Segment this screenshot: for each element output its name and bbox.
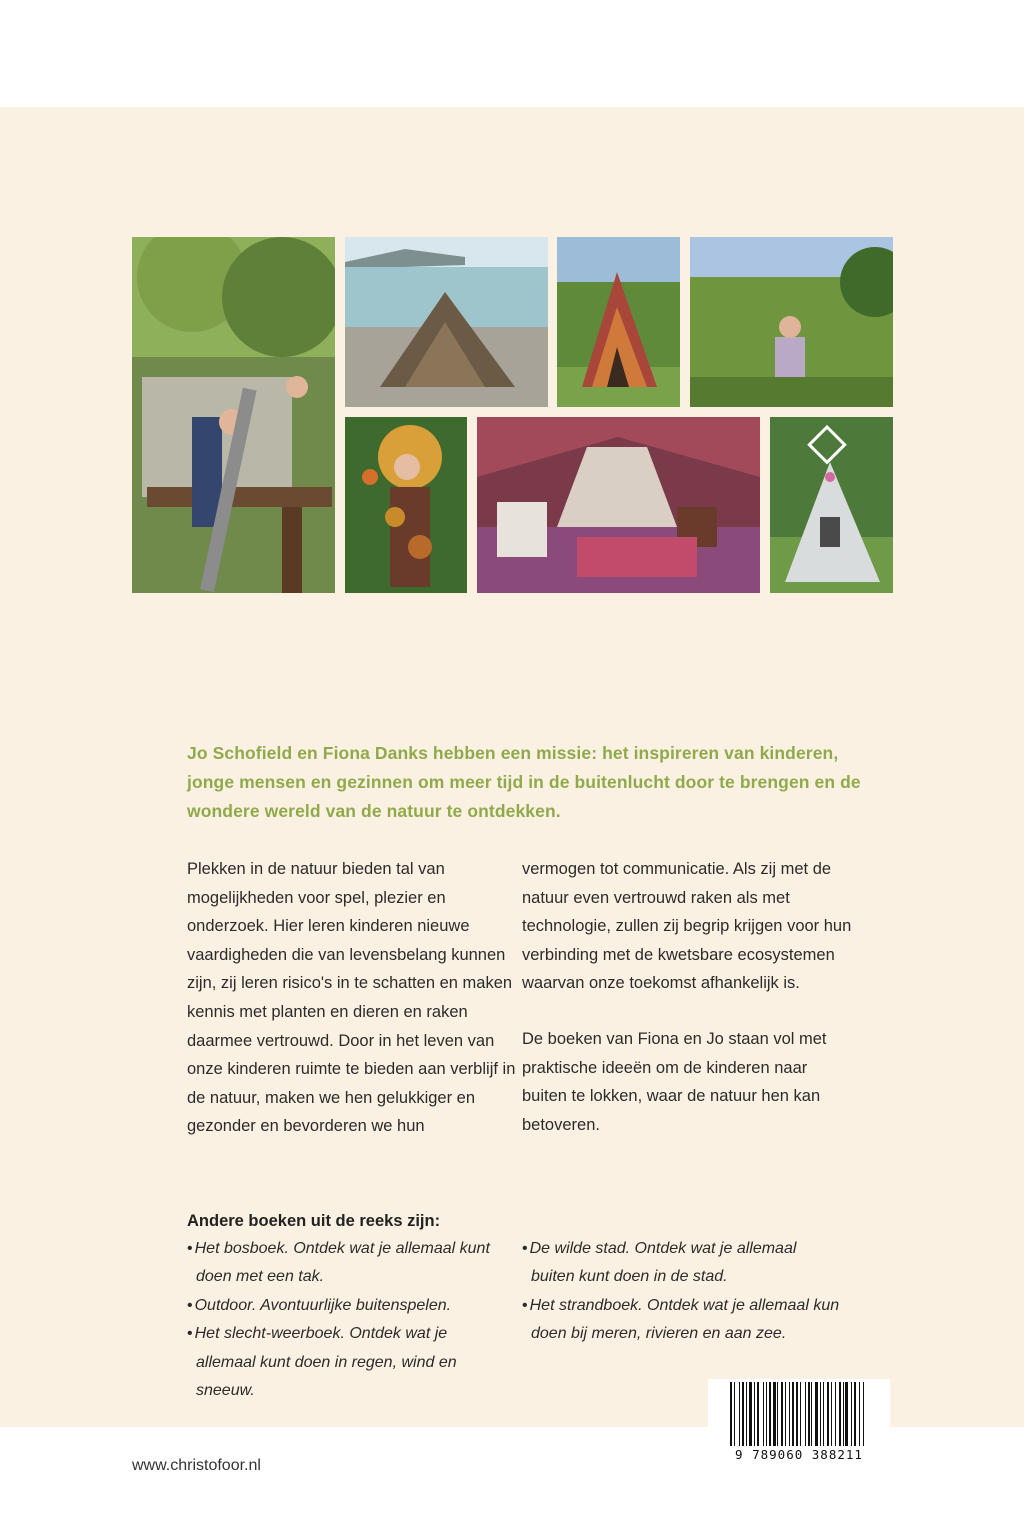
publisher-website: www.christofoor.nl bbox=[132, 1457, 261, 1474]
photo-tent-interior bbox=[477, 417, 760, 593]
body-paragraph: vermogen tot communicatie. Als zij met de natuur even vertrouwd raken als met technologie, zullen zij begrip krijgen voor hun verbinding met de kwetsbare ecosystemen waarvan onze toekomst afhankelijk is. bbox=[522, 860, 852, 993]
list-item: • De wilde stad. Ontdek wat je allemaal buiten kunt doen in de stad. bbox=[522, 1235, 842, 1292]
isbn-digits: 9 789060 388211 bbox=[735, 1447, 863, 1462]
photo-girl-in-grass bbox=[690, 237, 893, 407]
photo-leaf-costume bbox=[345, 417, 467, 593]
book-back-cover bbox=[0, 107, 1024, 1474]
series-list-right bbox=[522, 1235, 842, 1349]
list-item: • Het bosboek. Ontdek wat je allemaal kunt doen met een tak. bbox=[187, 1235, 507, 1292]
list-item: • Het strandboek. Ontdek wat je allemaal kun doen bij meren, rivieren en aan zee. bbox=[522, 1292, 842, 1349]
photo-teepee bbox=[557, 237, 680, 407]
photo-bottle-house bbox=[770, 417, 893, 593]
barcode-bars bbox=[730, 1382, 868, 1446]
list-item: • Outdoor. Avontuurlijke buitenspelen. bbox=[187, 1292, 507, 1320]
body-paragraph: De boeken van Fiona en Jo staan vol met praktische ideeën om de kinderen naar buiten te lokken, waar de natuur hen kan betoveren. bbox=[522, 1029, 827, 1134]
intro-paragraph: Jo Schofield en Fiona Danks hebben een missie: het inspireren van kinderen, jonge mensen en gezinnen om meer tijd in de buitenlucht door te brengen en de wondere wereld van de natuur te ontdekken. bbox=[187, 743, 861, 821]
isbn-barcode bbox=[708, 1379, 890, 1469]
photo-treehouse bbox=[132, 237, 335, 593]
list-item: • Het slecht-weerboek. Ontdek wat je allemaal kunt doen in regen, wind en sneeuw. bbox=[187, 1320, 507, 1405]
body-paragraph: Plekken in de natuur bieden tal van mogelijkheden voor spel, plezier en onderzoek. Hier leren kinderen nieuwe vaardigheden die van levensbelang kunnen zijn, zij leren risico's in te schatten en maken kennis met planten en dieren en raken daarmee vertrouwd. Door in het leven van onze kinderen ruimte te bieden aan verblijf in de natuur, maken we hen gelukkiger en gezonder en bevorderen we hun bbox=[187, 860, 516, 1136]
photo-beach-shelter bbox=[345, 237, 548, 407]
body-column-left bbox=[187, 855, 517, 1141]
body-column-right bbox=[522, 855, 852, 1139]
series-heading: Andere boeken uit de reeks zijn: bbox=[187, 1212, 441, 1230]
series-list-left bbox=[187, 1235, 507, 1405]
